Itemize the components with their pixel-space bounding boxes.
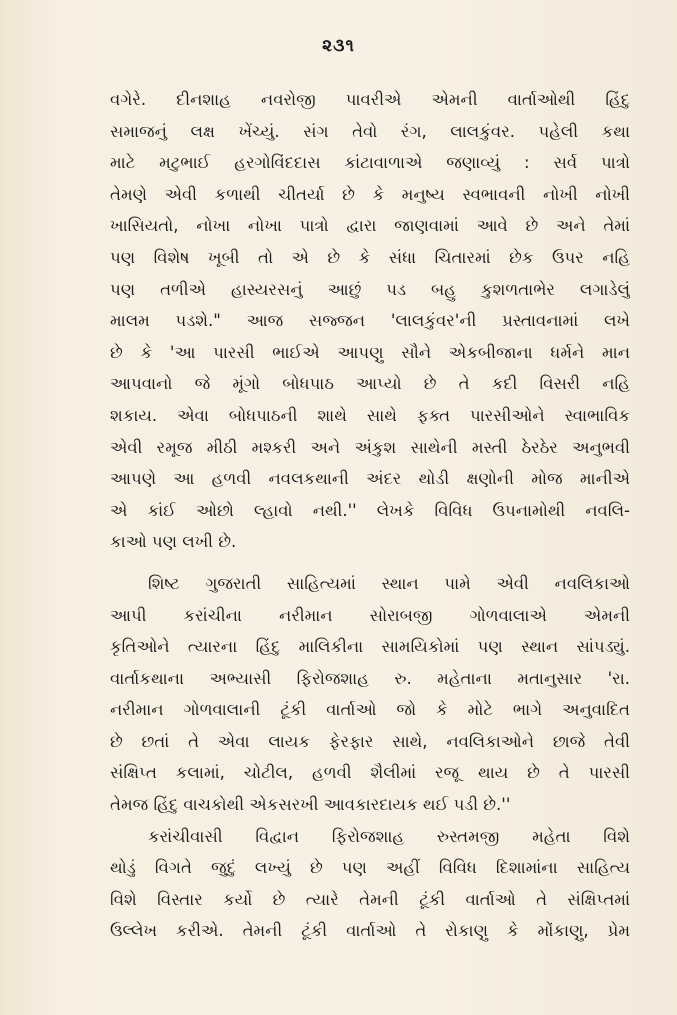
text-line: કાઓ પણ લખી છે. bbox=[110, 532, 237, 552]
text-line: નરીમાન ગોળવાલાની ટૂંકી વાર્તાઓ જો કે મોટે ભાગે અનુવાદિત bbox=[110, 700, 630, 720]
text-line: કરાંચીવાસી વિદ્વાન ફિરોજશાહ રુસ્તમજી મહેતા વિશે bbox=[148, 826, 630, 846]
text-line: આપી કરાંચીના નરીમાન સોરાબજી ગોળવાલાએ એમની bbox=[110, 605, 630, 625]
text-line: આપવાનો જે મૂંગો બોધપાઠ આપ્યો છે તે કદી વિસરી નહિ bbox=[110, 374, 630, 394]
text-line: તેમજ હિંદુ વાચકોથી એકસરખી આવકારદાયક થઈ પડી છે.'' bbox=[110, 795, 511, 815]
text-line: ઉલ્લેખ કરીએ. તેમની ટૂંકી વાર્તાઓ તે રોકાણુ કે મોંકાણુ, પ્રેમ bbox=[110, 921, 630, 941]
text-line: ખાસિયતો, નોખા નોખા પાત્રો દ્વારા જાણવામાં આવે છે અને તેમાં bbox=[110, 216, 630, 236]
text-line: છે કે 'આ પારસી ભાઈએ આપણુ સૌને એકબીજાના ધર્મને માન bbox=[110, 342, 630, 362]
text-line: પણ તળીએ હાસ્યરસનું આછું પડ બહુ કુશળતાભેર લગાડેલું bbox=[110, 279, 630, 299]
text-line: આપણે આ હળવી નવલકથાની અંદર થોડી ક્ષણોની મોજ માનીએ bbox=[110, 469, 630, 489]
text-line: થોડું વિગતે જુદું લખ્યું છે પણ અહીં વિવિધ દિશામાંના સાહિત્ય bbox=[110, 858, 630, 878]
body-text bbox=[110, 84, 630, 947]
text-line: માલમ પડશે." આજ સજ્જન 'લાલકુંવર'ની પ્રસ્તાવનામાં લખે bbox=[110, 311, 630, 331]
text-line: વાર્તાકથાના અભ્યાસી ફિરોજશાહ રુ. મહેતાના મતાનુસાર 'રા. bbox=[110, 668, 630, 688]
text-line: વિશે વિસ્તાર કર્યો છે ત્યારે તેમની ટૂંકી વાર્તાઓ તે સંક્ષિપ્તમાં bbox=[110, 889, 630, 909]
text-line: વગેરે. દીનશાહ નવરોજી પાવરીએ એમની વાર્તાઓથી હિંદુ bbox=[110, 90, 630, 109]
text-line: માટે મટુભાઈ હરગોવિંદદાસ કાંટાવાળાએ જણાવ્યું : સર્વ પાત્રો bbox=[110, 153, 630, 173]
text-line: સમાજનું લક્ષ ખેંચ્યું. સંગ તેવો રંગ, લાલકુંવર. પહેલી કથા bbox=[110, 121, 630, 141]
text-line: સંક્ષિપ્ત કલામાં, ચોટીલ, હળવી શૈલીમાં રજૂ થાય છે તે પારસી bbox=[110, 763, 630, 783]
text-line: તેમણે એવી કળાથી ચીતર્યા છે કે મનુષ્ય સ્વભાવની નોખી નોખી bbox=[110, 184, 630, 204]
text-line: એવી રમૂજ મીઠી મશ્કરી અને અંકુશ સાથેની મસ્તી ઠેરઠેર અનુભવી bbox=[110, 437, 630, 457]
text-line: છે છતાં તે એવા લાયક ફેરફાર સાથે, નવલિકાઓને છાજે તેવી bbox=[110, 731, 630, 751]
text-line: કૃતિઓને ત્યારના હિંદુ માલિકીના સામયિકોમાં પણ સ્થાન સાંપડ્યું. bbox=[110, 637, 630, 657]
paragraph-gap bbox=[110, 558, 630, 568]
text-line: શકાય. એવા બોધપાઠની શાથે સાથે ફક્ત પારસીઓને સ્વાભાવિક bbox=[110, 405, 630, 425]
text-line: એ કાંઈ ઓછો લ્હાવો નથી.'' લેખકે વિવિધ ઉપનામોથી નવલિ- bbox=[110, 500, 630, 520]
text-line: શિષ્ટ ગુજરાતી સાહિત્યમાં સ્થાન પામે એવી નવલિકાઓ bbox=[148, 573, 630, 593]
page-number: ૨૩૧ bbox=[322, 36, 355, 56]
text-line: પણ વિશેષ ખૂબી તો એ છે કે સંધા ચિતારમાં છેક ઉપર નહિ bbox=[110, 247, 630, 267]
